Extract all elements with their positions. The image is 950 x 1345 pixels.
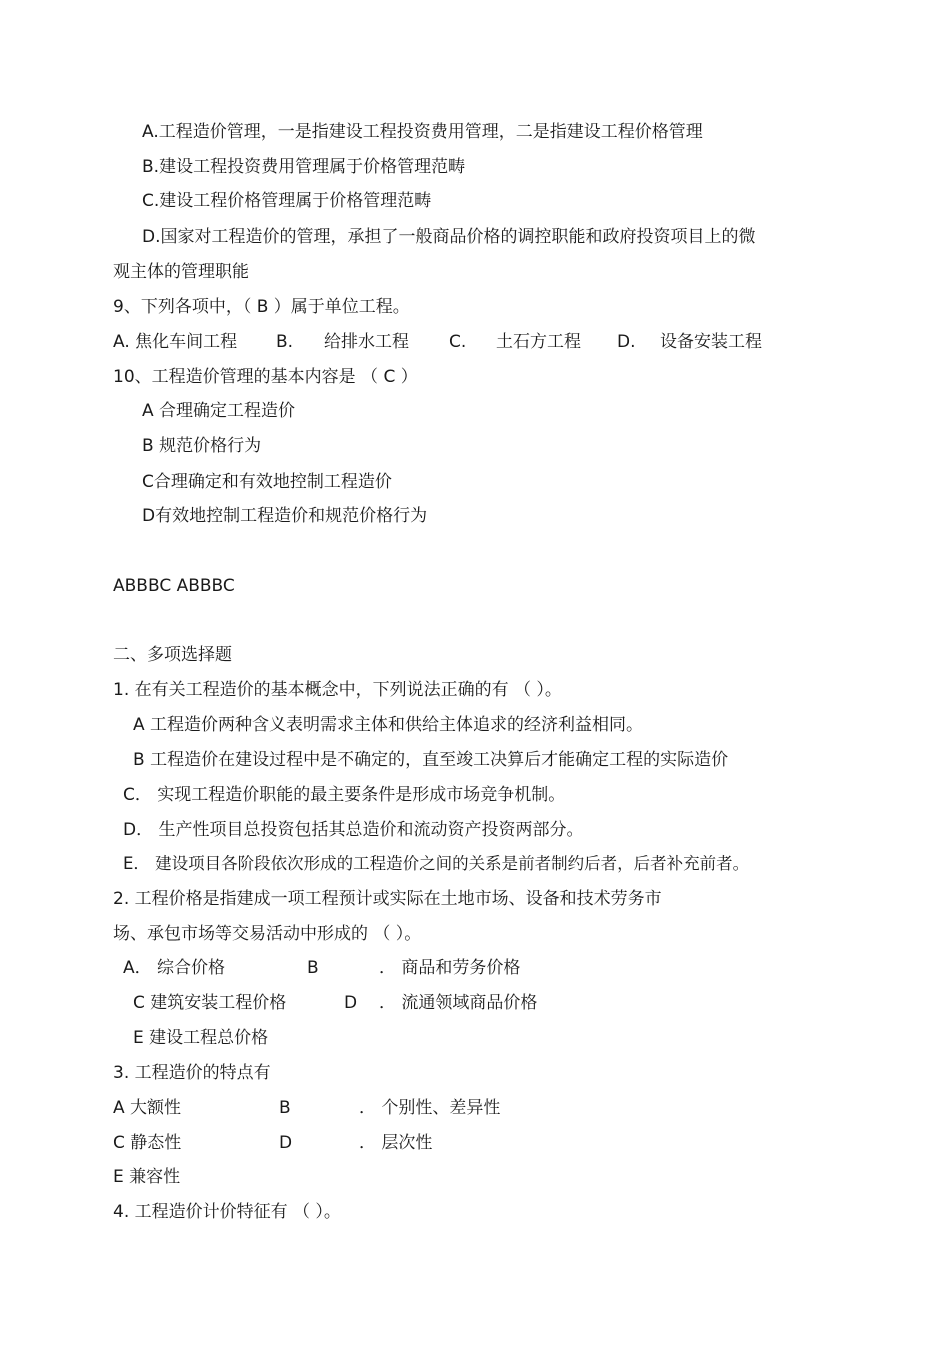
q9-stem: 9、下列各项中，（ B ）属于单位工程。 xyxy=(113,297,410,317)
mq1-stem: 1. 在有关工程造价的基本概念中，下列说法正确的有 （ ）。 xyxy=(113,680,562,700)
q10-option-c: C合理确定和有效地控制工程造价 xyxy=(142,472,392,492)
mq2-option-d-text: ． 流通领域商品价格 xyxy=(379,993,538,1013)
answer-key: ABBBC ABBBC xyxy=(113,576,235,596)
q9-option-b-letter: B. xyxy=(276,332,294,352)
mq3-stem: 3. 工程造价的特点有 xyxy=(113,1063,271,1083)
mq3-row-ab xyxy=(113,1096,813,1120)
mq2-option-c: C 建筑安装工程价格 xyxy=(133,993,287,1013)
mq2-row-ab xyxy=(123,956,823,980)
mq3-option-b-letter: B xyxy=(279,1098,291,1118)
mq3-option-b-text: ． 个别性、差异性 xyxy=(359,1098,501,1118)
mq3-option-a: A 大额性 xyxy=(113,1098,182,1118)
q10-option-a: A 合理确定工程造价 xyxy=(142,401,296,421)
q8-option-d-line1: D.国家对工程造价的管理，承担了一般商品价格的调控职能和政府投资项目上的微 xyxy=(142,227,756,247)
mq2-option-e: E 建设工程总价格 xyxy=(133,1028,269,1048)
q9-option-a: A. 焦化车间工程 xyxy=(113,332,238,352)
mq3-row-cd xyxy=(113,1131,813,1155)
mq3-option-e: E 兼容性 xyxy=(113,1167,181,1187)
mq2-option-b-text: ． 商品和劳务价格 xyxy=(379,958,521,978)
mq3-option-d-text: ． 层次性 xyxy=(359,1133,433,1153)
mq2-stem-line2: 场、承包市场等交易活动中形成的 （ ）。 xyxy=(113,924,422,944)
mq2-option-b-letter: B xyxy=(307,958,319,978)
mq2-stem-line1: 2. 工程价格是指建成一项工程预计或实际在土地市场、设备和技术劳务市 xyxy=(113,889,662,909)
mq3-option-c: C 静态性 xyxy=(113,1133,182,1153)
mq4-stem: 4. 工程造价计价特征有 （ ）。 xyxy=(113,1202,341,1222)
mq3-option-d-letter: D xyxy=(279,1133,293,1153)
mq2-row-cd xyxy=(133,991,833,1015)
q9-option-c-letter: C. xyxy=(449,332,467,352)
q10-option-b: B 规范价格行为 xyxy=(142,436,262,456)
mq2-option-a: A． 综合价格 xyxy=(123,958,226,978)
q8-option-a: A.工程造价管理，一是指建设工程投资费用管理，二是指建设工程价格管理 xyxy=(142,122,703,142)
q9-options-row xyxy=(113,330,873,354)
mq1-option-c: C． 实现工程造价职能的最主要条件是形成市场竞争机制。 xyxy=(123,785,566,805)
mq2-option-d-letter: D xyxy=(344,993,358,1013)
q9-option-c-text: 土石方工程 xyxy=(496,332,581,352)
q10-stem: 10、工程造价管理的基本内容是 （ C ） xyxy=(113,367,418,387)
mq1-option-e: E． 建设项目各阶段依次形成的工程造价之间的关系是前者制约后者，后者补充前者。 xyxy=(123,854,750,873)
q9-option-d-text: 设备安装工程 xyxy=(660,332,762,352)
q8-option-d-line2: 观主体的管理职能 xyxy=(113,262,249,282)
q10-option-d: D有效地控制工程造价和规范价格行为 xyxy=(142,506,428,526)
mq1-option-d: D． 生产性项目总投资包括其总造价和流动资产投资两部分。 xyxy=(123,820,584,840)
q9-option-d-letter: D. xyxy=(617,332,636,352)
q8-option-c: C.建设工程价格管理属于价格管理范畴 xyxy=(142,191,432,211)
mq1-option-b: B 工程造价在建设过程中是不确定的，直至竣工决算后才能确定工程的实际造价 xyxy=(133,750,729,770)
q9-option-b-text: 给排水工程 xyxy=(324,332,409,352)
section-title: 二、多项选择题 xyxy=(113,645,232,665)
q8-option-b: B.建设工程投资费用管理属于价格管理范畴 xyxy=(142,157,466,177)
mq1-option-a: A 工程造价两种含义表明需求主体和供给主体追求的经济利益相同。 xyxy=(133,715,644,735)
